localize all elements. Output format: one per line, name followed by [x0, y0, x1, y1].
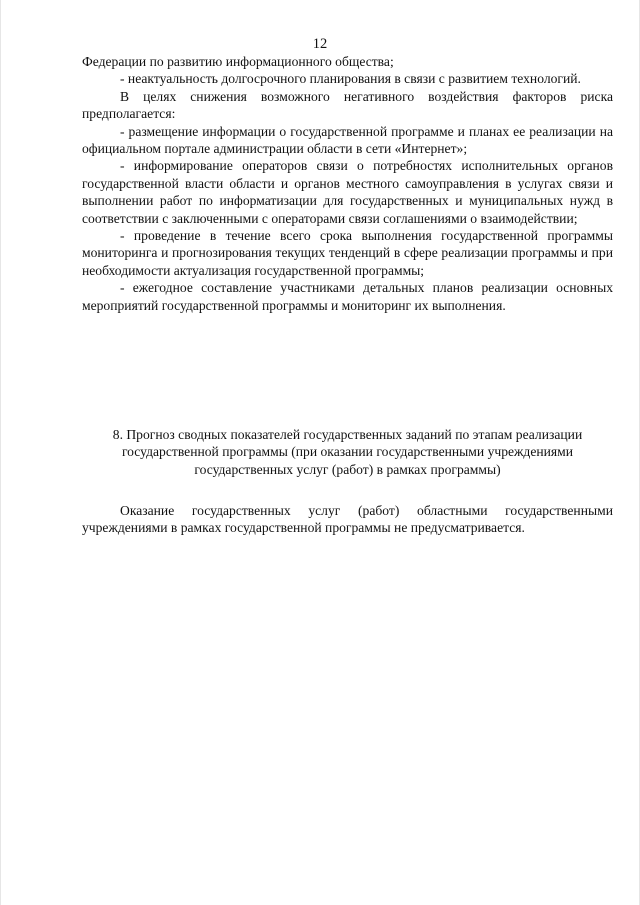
list-item-annual-plans: - ежегодное составление участниками детальных планов реализации основных мероприятий государственной программы и мониторинг их выполнения. [82, 280, 613, 313]
list-item-obsolete-planning: - неактуальность долгосрочного планирования в связи с развитием технологий. [120, 71, 581, 87]
section-heading: 8. Прогноз сводных показателей государственных заданий по этапам реализации государственной программы (при оказании государственными учреждениями государственных услуг (работ) в рамках программы) [112, 427, 583, 477]
page-number: 12 [312, 36, 328, 52]
list-item-inform-operators: - информирование операторов связи о потребностях исполнительных органов государственной власти области и органов местного самоуправления в услугах связи и выполнении работ по информатизации для государственных и муниципальных нужд в соответствии с заключенными с операторами связи соглашениями о взаимодействии; [82, 158, 613, 226]
closing-paragraph: Оказание государственных услуг (работ) областными государственными учреждениями в рамках государственной программы не предусматривается. [82, 503, 613, 536]
list-item-monitoring: - проведение в течение всего срока выполнения государственной программы мониторинга и прогнозирования текущих тенденций в сфере реализации программы и при необходимости актуализация государственной программы; [82, 228, 613, 278]
page-left-edge [0, 0, 1, 905]
paragraph-continuation: Федерации по развитию информационного общества; [82, 54, 394, 69]
body-text [82, 53, 613, 314]
paragraph-risk-mitigation-intro: В целях снижения возможного негативного воздействия факторов риска предполагается: [82, 88, 613, 122]
list-item-publish-information: - размещение информации о государственной программе и планах ее реализации на официальном портале администрации области в сети «Интернет»; [82, 123, 613, 157]
